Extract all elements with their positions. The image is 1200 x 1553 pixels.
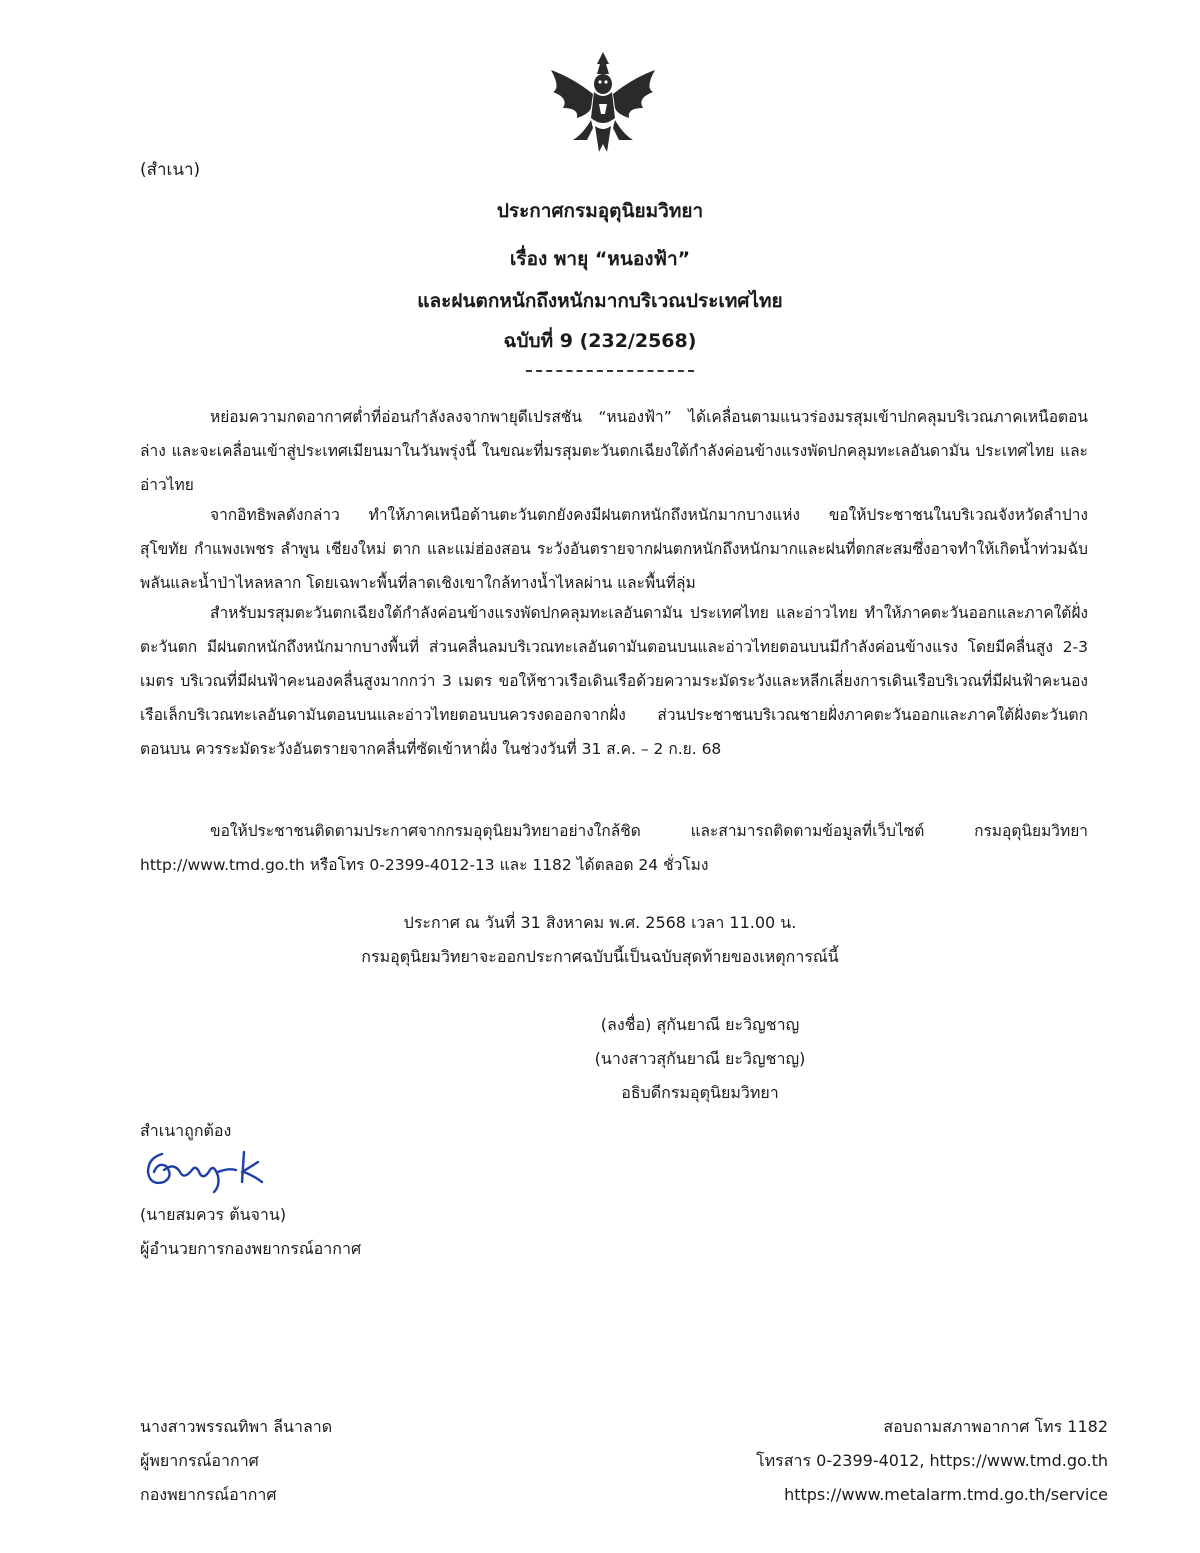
garuda-emblem-icon (543, 48, 663, 158)
announce-date: ประกาศ ณ วันที่ 31 สิงหาคม พ.ศ. 2568 เวลา 11.00 น. (403, 913, 797, 932)
contact-phone: สอบถามสภาพอากาศ โทร 1182 (883, 1417, 1108, 1436)
forecaster-name: นางสาวพรรณทิพา ลีนาลาด (140, 1417, 333, 1436)
paragraph-1: หย่อมความกดอากาศต่ำที่อ่อนกำลังลงจากพายุดีเปรสชัน “หนองฟ้า” ได้เคลื่อนตามแนวร่องมรสุมเข้าปกคลุมบริเวณภาคเหนือตอนล่าง และจะเคลื่อนเข้าสู่ประเทศเมียนมาในวันพรุ่งนี้ ในขณะที่มรสุมตะวันตกเฉียงใต้กำลังค่อนข้างแรงพัดปกคลุมทะเลอันดามัน ประเทศไทย และอ่าวไทย (140, 408, 1088, 494)
title-line-4: ฉบับที่ 9 (232/2568) (503, 330, 697, 352)
paragraph-2: จากอิทธิพลดังกล่าว ทำให้ภาคเหนือด้านตะวันตกยังคงมีฝนตกหนักถึงหนักมากบางแห่ง ขอให้ประชาชนในบริเวณจังหวัดลำปาง สุโขทัย กำแพงเพชร ลำพูน เชียงใหม่ ตาก และแม่ฮ่องสอน ระวังอันตรายจากฝนตกหนักถึงหนักมากและฝนที่ตกสะสมซึ่งอาจทำให้เกิดน้ำท่วมฉับพลันและน้ำป่าไหลหลาก โดยเฉพาะพื้นที่ลาดเชิงเขาใกล้ทางน้ำไหลผ่าน และพื้นที่ลุ่ม (140, 506, 1088, 592)
footer-right (756, 1410, 1108, 1512)
contact-service-link[interactable]: https://www.metalarm.tmd.go.th/service (784, 1485, 1108, 1504)
certified-name: (นายสมควร ต้นจาน) (140, 1205, 287, 1224)
forecaster-role: ผู้พยากรณ์อากาศ (140, 1451, 259, 1470)
divider (526, 370, 694, 372)
footer-left (140, 1410, 332, 1512)
forecaster-division: กองพยากรณ์อากาศ (140, 1485, 277, 1504)
signatory-name: (นางสาวสุกันยาณี ยะวิญชาญ) (594, 1049, 806, 1068)
announce-final: กรมอุตุนิยมวิทยาจะออกประกาศฉบับนี้เป็นฉบับสุดท้ายของเหตุการณ์นี้ (361, 947, 839, 966)
contact-fax-web: โทรสาร 0-2399-4012, https://www.tmd.go.th (756, 1451, 1108, 1470)
title-line-1: ประกาศกรมอุตุนิยมวิทยา (496, 200, 704, 222)
signatory-position: อธิบดีกรมอุตุนิยมวิทยา (621, 1083, 779, 1102)
signatory-signed: (ลงชื่อ) สุกันยาณี ยะวิญชาญ (600, 1015, 800, 1034)
title-line-3: และฝนตกหนักถึงหนักมากบริเวณประเทศไทย (417, 290, 783, 312)
title-line-2: เรื่อง พายุ “หนองฟ้า” (509, 248, 691, 270)
copy-label: (สำเนา) (140, 160, 201, 180)
certified-position: ผู้อำนวยการกองพยากรณ์อากาศ (140, 1239, 362, 1258)
paragraph-4: ขอให้ประชาชนติดตามประกาศจากกรมอุตุนิยมวิทยาอย่างใกล้ชิด และสามารถติดตามข้อมูลที่เว็บไซต์ กรมอุตุนิยมวิทยา http://www.tmd.go.th หรือโทร 0-2399-4012-13 และ 1182 ได้ตลอด 24 ชั่วโมง (140, 822, 1088, 874)
signature-icon (140, 1142, 270, 1196)
certified-label: สำเนาถูกต้อง (140, 1121, 232, 1140)
paragraph-3: สำหรับมรสุมตะวันตกเฉียงใต้กำลังค่อนข้างแรงพัดปกคลุมทะเลอันดามัน ประเทศไทย และอ่าวไทย ทำให้ภาคตะวันออกและภาคใต้ฝั่งตะวันตก มีฝนตกหนักถึงหนักมากบางพื้นที่ ส่วนคลื่นลมบริเวณทะเลอันดามันตอนบนและอ่าวไทยตอนบนมีกำลังค่อนข้างแรง โดยมีคลื่นสูง 2-3 เมตร บริเวณที่มีฝนฟ้าคะนองคลื่นสูงมากกว่า 3 เมตร ขอให้ชาวเรือเดินเรือด้วยความระมัดระวังและหลีกเลี่ยงการเดินเรือบริเวณที่มีฝนฟ้าคะนอง เรือเล็กบริเวณทะเลอันดามันตอนบนและอ่าวไทยตอนบนควรงดออกจากฝั่ง ส่วนประชาชนบริเวณชายฝั่งภาคตะวันออกและภาคใต้ฝั่งตะวันตกตอนบน ควรระมัดระวังอันตรายจากคลื่นที่ซัดเข้าหาฝั่ง ในช่วงวันที่ 31 ส.ค. – 2 ก.ย. 68 (140, 604, 1088, 758)
